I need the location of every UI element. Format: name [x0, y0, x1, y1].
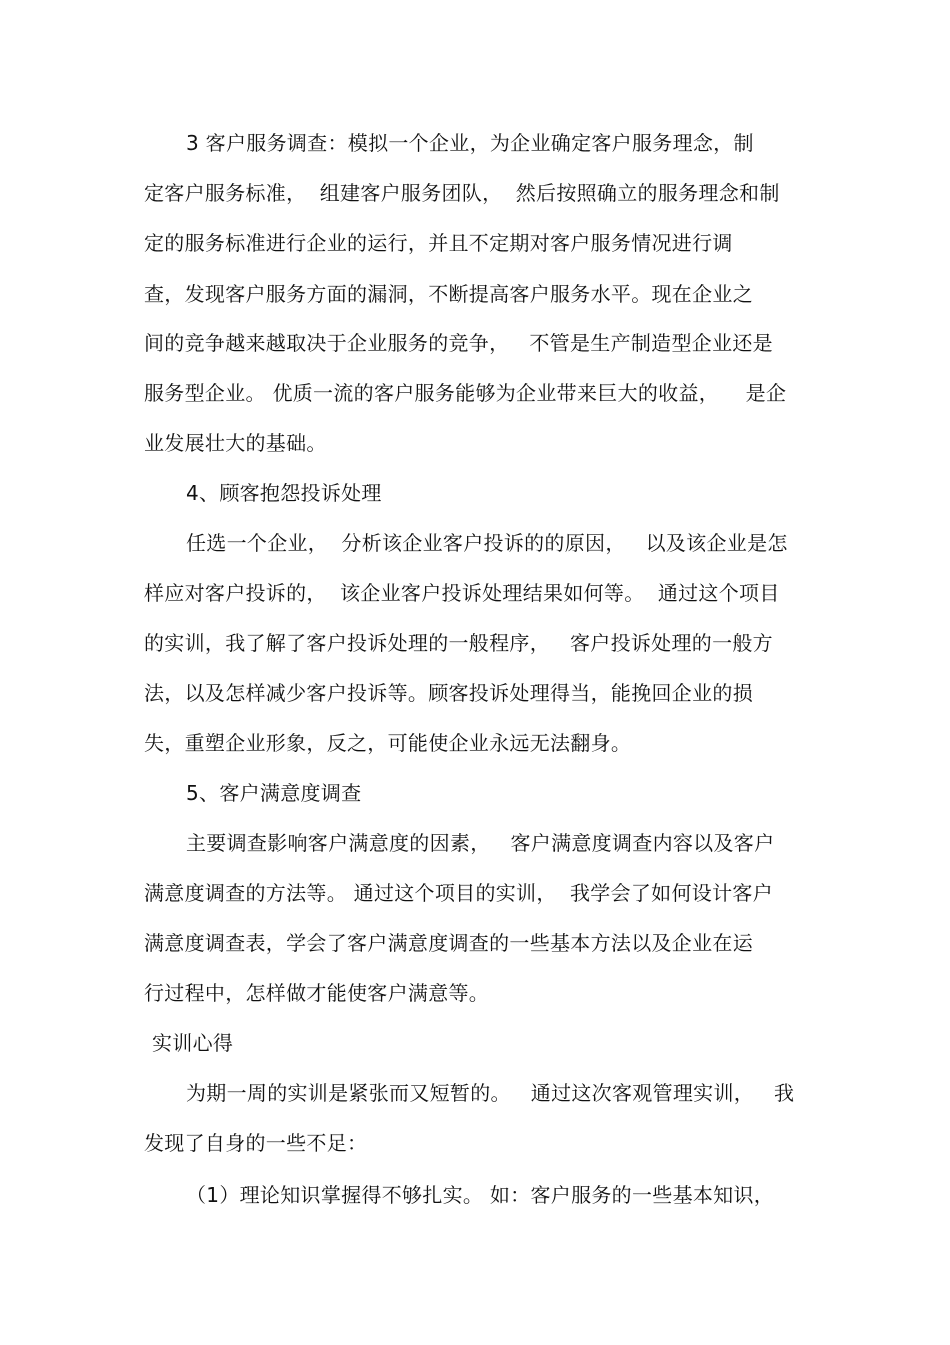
text-line: 3 客户服务调查：模拟一个企业，为企业确定客户服务理念，制 [186, 131, 754, 155]
text-line: 间的竞争越来越取决于企业服务的竞争， 不管是生产制造型企业还是 [144, 331, 773, 355]
text-line: 发现了自身的一些不足： [144, 1131, 368, 1155]
section-heading: 5、客户满意度调查 [186, 781, 362, 805]
text-line: 查，发现客户服务方面的漏洞，不断提高客户服务水平。现在企业之 [144, 282, 753, 306]
text-line: 服务型企业。 优质一流的客户服务能够为企业带来巨大的收益， 是企 [144, 381, 787, 405]
text-line: 的实训，我了解了客户投诉处理的一般程序， 客户投诉处理的一般方 [144, 631, 773, 655]
text-line: 样应对客户投诉的， 该企业客户投诉处理结果如何等。 通过这个项目 [144, 581, 780, 605]
text-line: 主要调查影响客户满意度的因素， 客户满意度调查内容以及客户 [186, 831, 775, 855]
text-line: 为期一周的实训是紧张而又短暂的。 通过这次客观管理实训， 我 [186, 1081, 795, 1105]
text-line: （1）理论知识掌握得不够扎实。 如：客户服务的一些基本知识， [186, 1183, 775, 1207]
text-line: 满意度调查的方法等。 通过这个项目的实训， 我学会了如何设计客户 [144, 881, 773, 905]
text-line: 业发展壮大的基础。 [144, 431, 327, 455]
text-line: 定客户服务标准， 组建客户服务团队， 然后按照确立的服务理念和制 [144, 181, 780, 205]
section-heading: 4、顾客抱怨投诉处理 [186, 481, 382, 505]
text-line: 任选一个企业， 分析该企业客户投诉的的原因， 以及该企业是怎 [186, 531, 788, 555]
text-line: 行过程中，怎样做才能使客户满意等。 [144, 981, 490, 1005]
text-line: 法，以及怎样减少客户投诉等。顾客投诉处理得当，能挽回企业的损 [144, 681, 753, 705]
text-line: 满意度调查表，学会了客户满意度调查的一些基本方法以及企业在运 [144, 931, 753, 955]
text-line: 失，重塑企业形象，反之，可能使企业永远无法翻身。 [144, 731, 632, 755]
section-heading: 实训心得 [152, 1031, 234, 1055]
text-line: 定的服务标准进行企业的运行，并且不定期对客户服务情况进行调 [144, 231, 733, 255]
